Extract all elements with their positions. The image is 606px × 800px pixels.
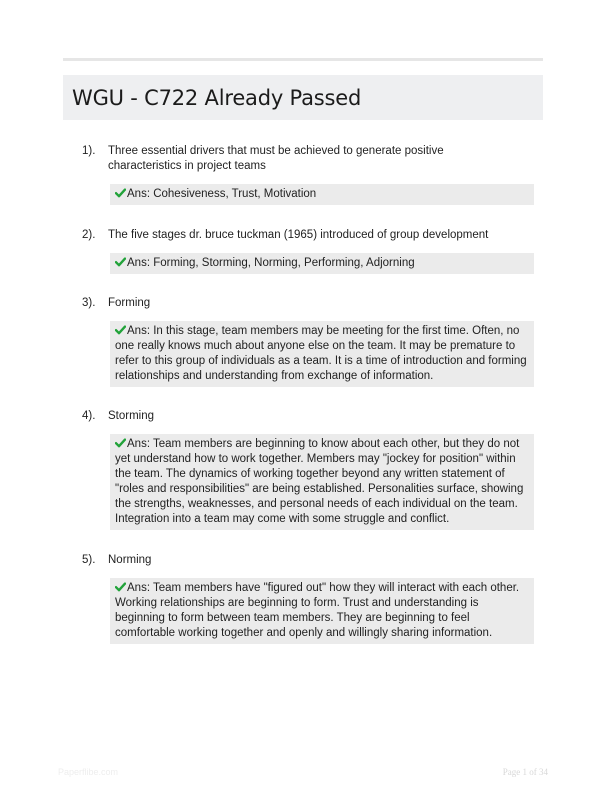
title-banner [63, 75, 543, 120]
page-indicator: Page 1 of 34 [502, 767, 548, 777]
question-number: 2). [82, 229, 96, 241]
answer-text: Ans: Forming, Storming, Norming, Performing, Adjorning [127, 257, 415, 269]
check-icon [115, 257, 126, 267]
check-icon [115, 582, 126, 592]
question-number: 3). [82, 297, 96, 309]
answer-box [110, 321, 534, 387]
answer-text: Ans: Team members are beginning to know about each other, but they do not yet understand how to work together. Members may "jockey for position" within the team. The dynamics of working together beyond any written statement of "roles and responsibilities" are being established. Personalities surface, showing the strengths, weaknesses, and personal needs of each individual on the team. Integration into a team may come with some struggle and conflict. [115, 438, 524, 525]
answer-text: Ans: Cohesiveness, Trust, Motivation [127, 188, 317, 200]
answer-box [110, 184, 534, 205]
answer-box [110, 578, 534, 644]
top-divider [63, 58, 543, 61]
question-text: The five stages dr. bruce tuckman (1965) introduced of group development [108, 229, 489, 241]
question-number: 5). [82, 554, 96, 566]
question-text: Norming [108, 554, 152, 566]
question-number: 4). [82, 410, 96, 422]
check-icon [115, 188, 126, 198]
check-icon [115, 438, 126, 448]
question-text: Forming [108, 297, 151, 309]
answer-box [110, 434, 534, 530]
question-text: Storming [108, 410, 155, 422]
question-number: 1). [82, 145, 96, 157]
question-text: Three essential drivers that must be achieved to generate positive characteristics in project teams [108, 145, 444, 172]
answer-box [110, 253, 534, 274]
check-icon [115, 325, 126, 335]
answer-text: Ans: Team members have "figured out" how they will interact with each other. Working relationships are beginning to form. Trust and understanding is beginning to form between team members. They are beginning to feel comfortable working together and openly and willingly sharing information. [115, 582, 520, 639]
footer-watermark: Paperflibe.com [58, 767, 119, 777]
answer-text: Ans: In this stage, team members may be meeting for the first time. Often, no one really knows much about anyone else on the team. It may be premature to refer to this group of individuals as a team. It is a time of introduction and forming relationships and understanding from exchange of information. [115, 325, 527, 382]
document-title: WGU - C722 Already Passed [72, 85, 362, 110]
